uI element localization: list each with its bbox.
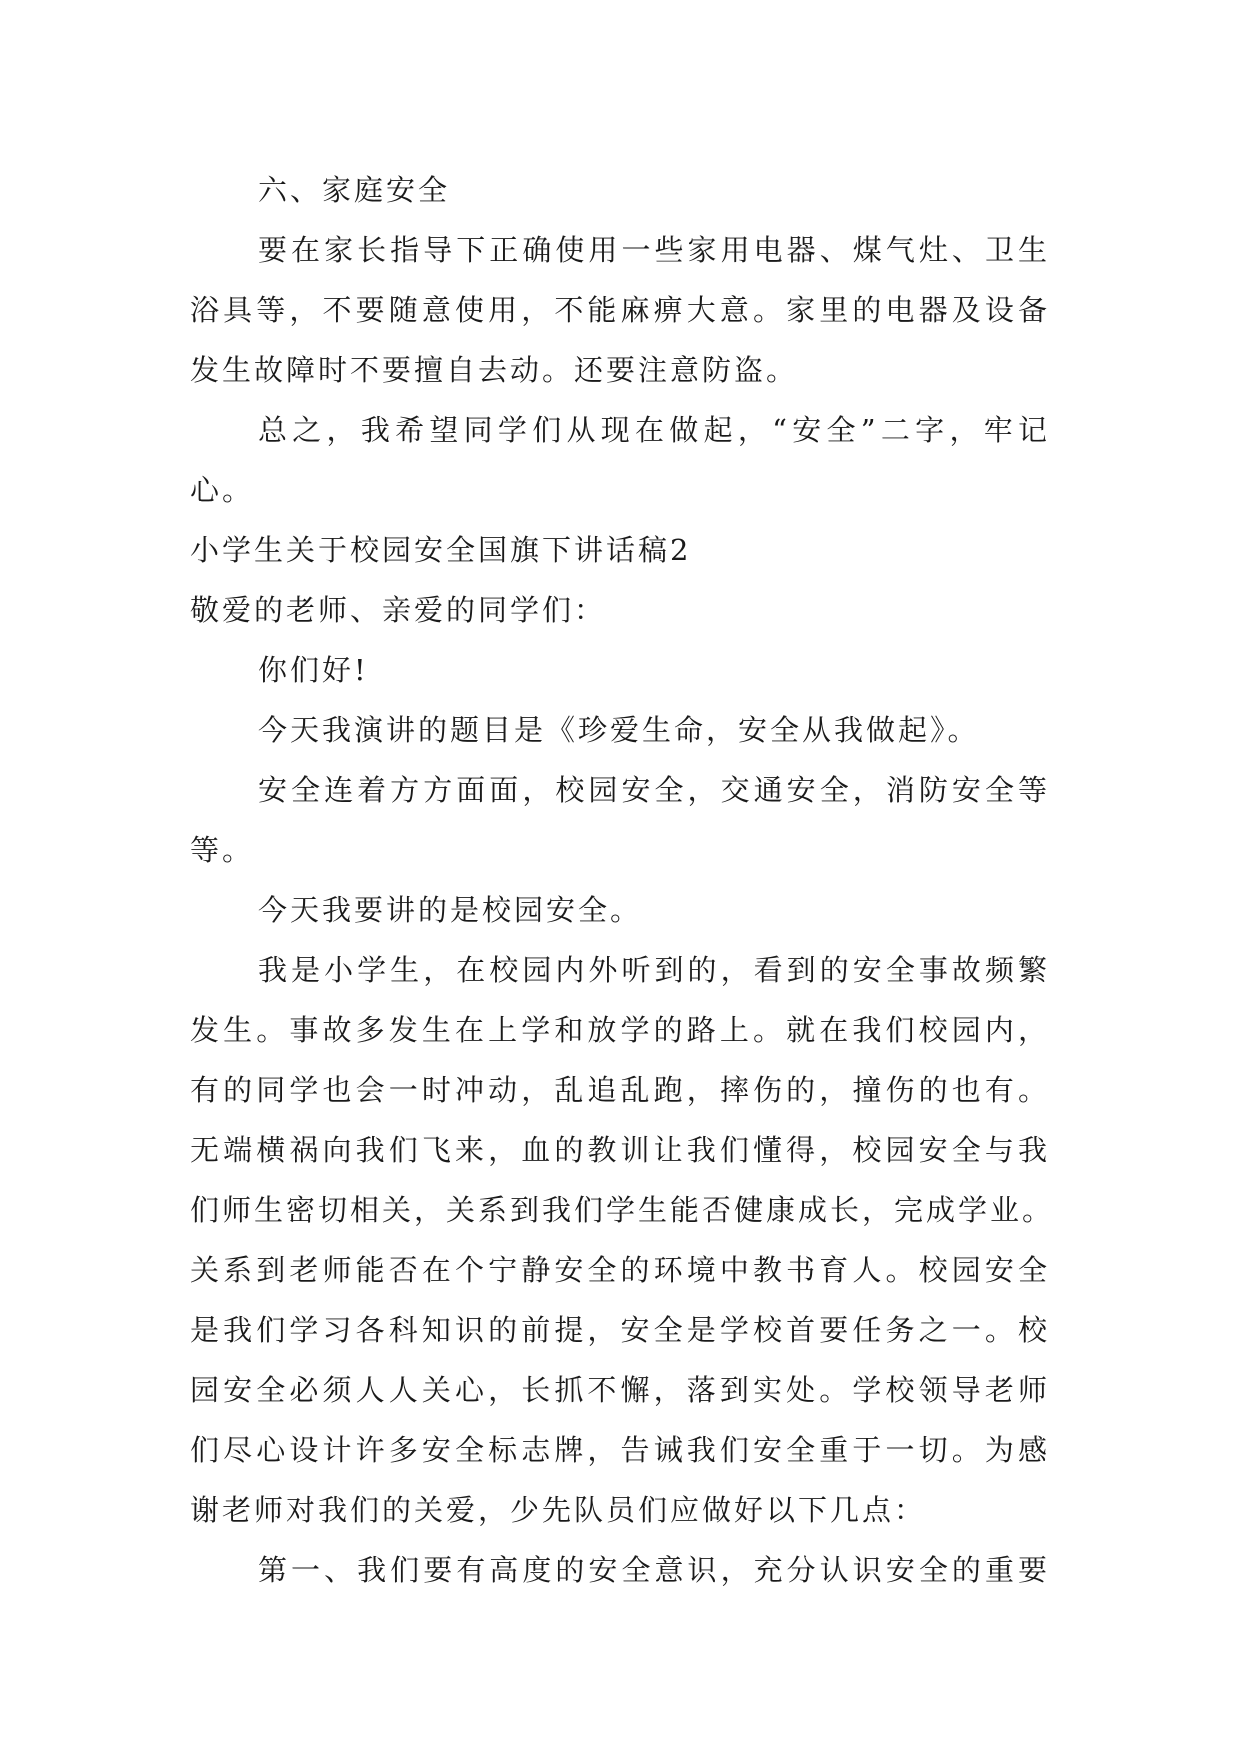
text-line: 关系到老师能否在个宁静安全的环境中教书育人。校园安全 <box>190 1253 1050 1287</box>
text-line: 我是小学生，在校园内外听到的，看到的安全事故频繁 <box>258 953 1050 987</box>
text-line: 总之，我希望同学们从现在做起，“安全”二字，牢记 <box>258 413 1050 447</box>
text-line: 谢老师对我们的关爱，少先队员们应做好以下几点： <box>190 1493 927 1527</box>
text-line: 们师生密切相关，关系到我们学生能否健康成长，完成学业。 <box>190 1193 1055 1227</box>
text-line: 今天我演讲的题目是《珍爱生命，安全从我做起》。 <box>258 713 980 747</box>
text-line: 等。 <box>190 833 255 867</box>
text-line: 六、家庭安全 <box>258 173 451 207</box>
text-line: 小学生关于校园安全国旗下讲话稿2 <box>190 533 692 567</box>
text-line: 发生故障时不要擅自去动。还要注意防盗。 <box>190 353 799 387</box>
text-line: 是我们学习各科知识的前提，安全是学校首要任务之一。校 <box>190 1313 1050 1347</box>
text-line: 心。 <box>190 473 255 507</box>
text-line: 有的同学也会一时冲动，乱追乱跑，摔伤的，撞伤的也有。 <box>190 1073 1050 1107</box>
text-line: 安全连着方方面面，校园安全，交通安全，消防安全等 <box>258 773 1050 807</box>
text-line: 浴具等，不要随意使用，不能麻痹大意。家里的电器及设备 <box>190 293 1050 327</box>
text-line: 今天我要讲的是校园安全。 <box>258 893 643 927</box>
text-line: 发生。事故多发生在上学和放学的路上。就在我们校园内， <box>190 1013 1050 1047</box>
text-line: 园安全必须人人关心，长抓不懈，落到实处。学校领导老师 <box>190 1373 1050 1407</box>
text-line: 你们好! <box>258 653 369 687</box>
text-line: 要在家长指导下正确使用一些家用电器、煤气灶、卫生 <box>258 233 1050 267</box>
text-line: 们尽心设计许多安全标志牌，告诫我们安全重于一切。为感 <box>190 1433 1050 1467</box>
text-line: 无端横祸向我们飞来，血的教训让我们懂得，校园安全与我 <box>190 1133 1050 1167</box>
document-body <box>190 160 1055 1600</box>
text-line: 敬爱的老师、亲爱的同学们： <box>190 593 607 627</box>
text-line: 第一、我们要有高度的安全意识，充分认识安全的重要 <box>258 1553 1050 1587</box>
